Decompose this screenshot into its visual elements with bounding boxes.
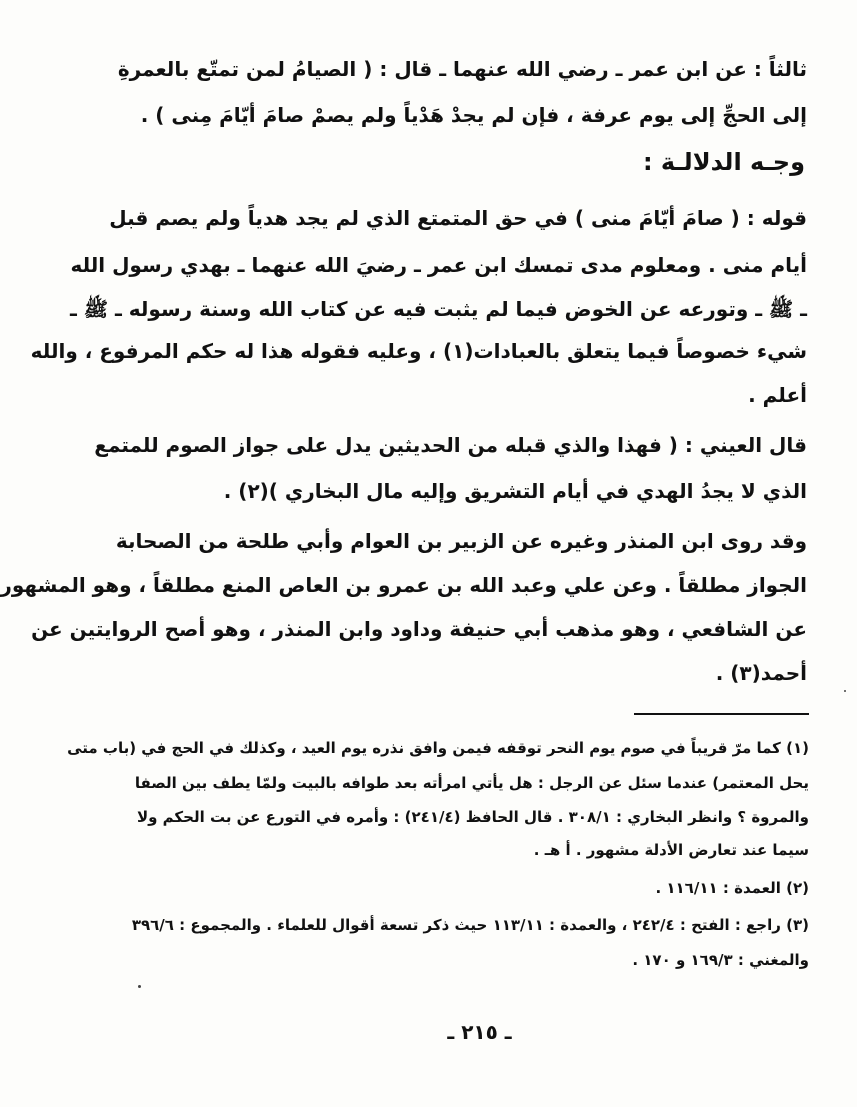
body-text-line: أحمد(٣) . [715, 661, 807, 685]
footnote-line: (٣) راجع : الفتح : ٢٤٢/٤ ، والعمدة : ١١٣/١١ حيث ذكر تسعة أقوال للعلماء . والمجموع : ٣٩٦/٦ [131, 916, 809, 934]
page-number: ـ ٢١٥ ـ [447, 1020, 512, 1044]
footnote-line: (١) كما مرّ قريباً في صوم يوم النحر توقفه فيمن وافق نذره يوم العيد ، وكذلك في الحج في (باب متى [67, 739, 809, 757]
footnote-line: (٢) العمدة : ١١٦/١١ . [655, 879, 809, 897]
footnote-separator [634, 713, 809, 715]
body-text-line: قال العيني : ( فهذا والذي قبله من الحديثين يدل على جواز الصوم للمتمع [94, 433, 807, 457]
footnote-line: يحل المعتمر) عندما سئل عن الرجل : هل يأتي امرأته بعد طوافه بالبيت ولمّا يطف بين الصفا [134, 774, 809, 792]
footnote-line: سيما عند تعارض الأدلة مشهور . أ هـ . [533, 841, 809, 859]
body-text-line: ـ ﷺ ـ وتورعه عن الخوض فيما لم يثبت فيه عن كتاب الله وسنة رسوله ـ ﷺ ـ [70, 297, 807, 321]
body-text-line: عن الشافعي ، وهو مذهب أبي حنيفة وداود وابن المنذر ، وهو أصح الروايتين عن [31, 617, 807, 641]
scan-speck [138, 985, 141, 988]
body-text-line: أعلم . [748, 383, 807, 407]
body-text-line: ثالثاً : عن ابن عمر ـ رضي الله عنهما ـ قال : ( الصيامُ لمن تمتّع بالعمرةِ [117, 57, 807, 81]
body-text-line: إلى الحجِّ إلى يوم عرفة ، فإن لم يجدْ هَدْياً ولم يصمْ صامَ أيّامَ مِنى ) . [140, 103, 807, 127]
scan-speck [844, 690, 846, 692]
footnote-line: والمروة ؟ وانظر البخاري : ٣٠٨/١ . قال الحافظ (٢٤١/٤) : وأمره في التورع عن بت الحكم ولا [136, 808, 809, 826]
body-text-line: شيء خصوصاً فيما يتعلق بالعبادات(١) ، وعليه فقوله هذا له حكم المرفوع ، والله [30, 339, 807, 363]
body-text-line: قوله : ( صامَ أيّامَ منى ) في حق المتمتع الذي لم يجد هدياً ولم يصم قبل [109, 206, 807, 230]
body-text-line: الذي لا يجدُ الهدي في أيام التشريق وإليه مال البخاري )(٢) . [223, 479, 807, 503]
section-heading: وجـه الدلالـة : [642, 148, 805, 176]
body-text-line: أيام منى . ومعلوم مدى تمسك ابن عمر ـ رضيَ الله عنهما ـ بهدي رسول الله [70, 253, 807, 277]
footnote-line: والمغني : ١٦٩/٣ و ١٧٠ . [632, 951, 809, 969]
body-text-line: الجواز مطلقاً . وعن علي وعبد الله بن عمرو بن العاص المنع مطلقاً ، وهو المشهور [0, 573, 807, 597]
body-text-line: وقد روى ابن المنذر وغيره عن الزبير بن العوام وأبي طلحة من الصحابة [115, 529, 807, 553]
